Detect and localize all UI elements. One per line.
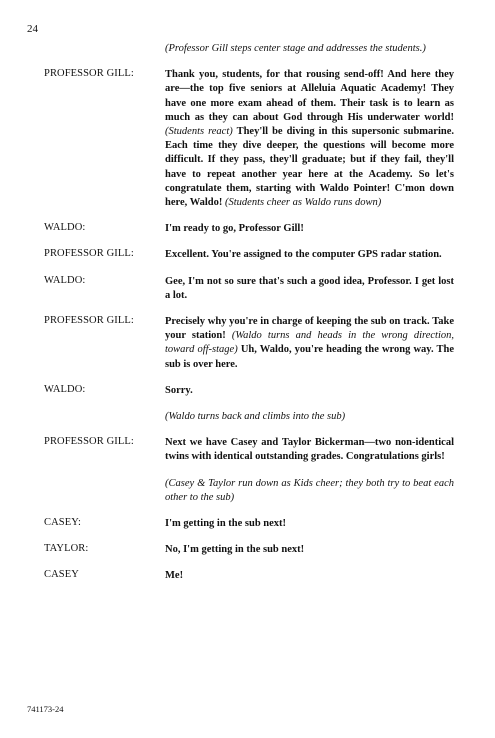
dialogue-entry xyxy=(44,222,454,236)
dialogue-text xyxy=(165,315,454,372)
speaker-name: WALDO: xyxy=(44,222,86,234)
dialogue-entry xyxy=(44,569,454,583)
speaker-name: PROFESSOR GILL: xyxy=(44,248,134,260)
dialogue-entry xyxy=(44,436,454,464)
speaker-name: WALDO: xyxy=(44,274,86,286)
dialogue-text: I'm getting in the sub next! xyxy=(165,518,287,530)
dialogue-text: Next we have Casey and Taylor Bickerman—two non-identical twins with identical outstanding grades. Congratulations girls! xyxy=(165,437,454,463)
inline-direction: (Students cheer as Waldo runs down) xyxy=(225,197,382,209)
inline-direction: (Students react) xyxy=(165,126,233,138)
dialogue-text: Me! xyxy=(165,570,184,582)
speaker-name: PROFESSOR GILL: xyxy=(44,436,134,448)
speaker-name: TAYLOR: xyxy=(44,543,89,555)
dialogue-text: Sorry. xyxy=(165,384,193,396)
inline-direction: (Waldo turns and heads in the wrong direction, toward off-stage) xyxy=(165,330,454,356)
dialogue-text: Excellent. You're assigned to the computer GPS radar station. xyxy=(165,249,442,261)
dialogue-entry xyxy=(44,248,454,262)
page-number: 24 xyxy=(27,23,38,35)
speech: Uh, Waldo, you're heading the wrong way. The sub is over here. xyxy=(165,344,455,370)
speaker-name: CASEY: xyxy=(44,517,81,529)
speaker-name: WALDO: xyxy=(44,383,86,395)
dialogue-entry xyxy=(44,68,454,210)
stage-direction: (Casey & Taylor run down as Kids cheer; they both try to beat each other to the sub) xyxy=(165,477,454,503)
speaker-name: PROFESSOR GILL: xyxy=(44,68,134,80)
footer-code: 741173-24 xyxy=(27,704,64,714)
script-body xyxy=(44,42,454,596)
dialogue-text xyxy=(165,68,454,210)
stage-direction: (Waldo turns back and climbs into the sub) xyxy=(165,411,346,423)
dialogue-entry xyxy=(44,315,454,372)
speaker-name: PROFESSOR GILL: xyxy=(44,315,134,327)
speech: They'll be diving in this supersonic submarine. Each time they dive deeper, the questions will become more difficult. If they pass, they'll graduate; but if they fail, they'll have to repeat another year here at the Academy. So let's congratulate them, starting with Waldo Pointer! C'mon down here, Waldo! xyxy=(165,126,454,209)
dialogue-entry xyxy=(44,384,454,398)
speech: Thank you, students, for that rousing send-off! And here they are—the top five seniors at Alleluia Aquatic Academy! They have one more exam ahead of them. Their task is to learn as much as they can about God through His underwater world! xyxy=(165,69,454,123)
dialogue-entry xyxy=(44,517,454,531)
speaker-name: CASEY xyxy=(44,569,79,581)
speech: Precisely why you're in charge of keeping the sub on track. Take your station! xyxy=(165,316,454,342)
dialogue-text: Gee, I'm not so sure that's such a good idea, Professor. I get lost a lot. xyxy=(165,275,454,301)
dialogue-entry xyxy=(44,275,454,303)
dialogue-text: I'm ready to go, Professor Gill! xyxy=(165,223,304,235)
stage-direction: (Professor Gill steps center stage and addresses the students.) xyxy=(165,43,426,54)
dialogue-text: No, I'm getting in the sub next! xyxy=(165,544,305,556)
dialogue-entry xyxy=(44,543,454,557)
